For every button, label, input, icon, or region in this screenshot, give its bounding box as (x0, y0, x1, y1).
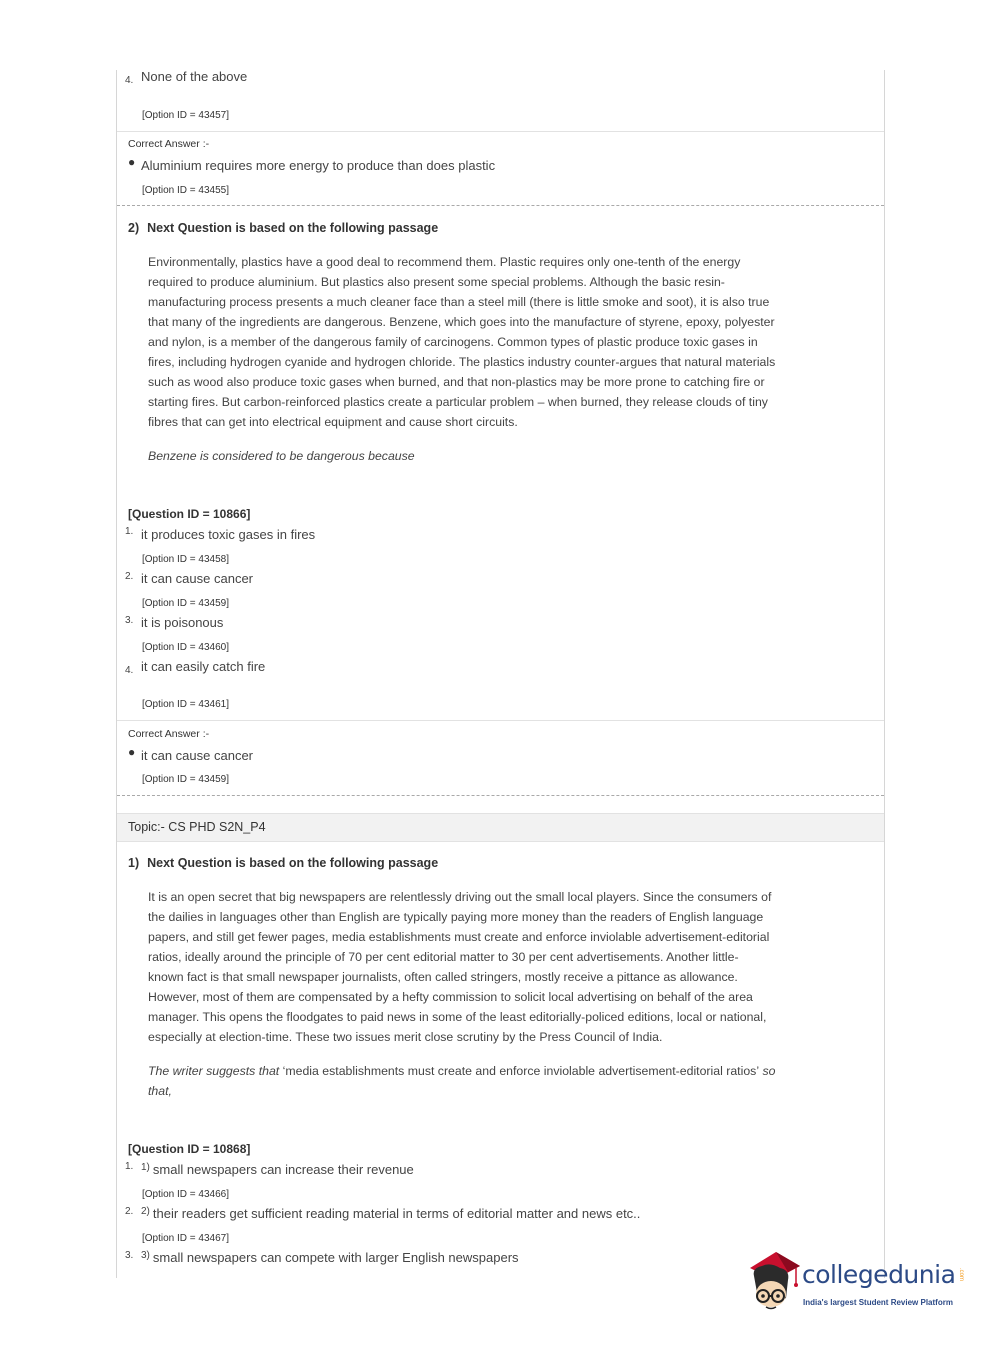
logo-wordmark: collegedunia (802, 1260, 956, 1289)
correct-answer-text: Aluminium requires more energy to produce than does plastic (141, 158, 496, 173)
passage-line: the dailies in languages other than English are typically paying more money than the readers of English language (148, 910, 764, 924)
option-text: it produces toxic gases in fires (141, 527, 316, 542)
topic-bar (117, 813, 884, 842)
correct-answer-text: it can cause cancer (141, 748, 254, 763)
question-separator (117, 795, 884, 796)
question-heading (128, 856, 438, 870)
passage-line: papers, and still get fewer pages, media establishments must create and enforce inviolable advertisement-editorial (148, 930, 770, 944)
question-number: 1) (128, 856, 140, 870)
logo-suffix: .com (958, 1268, 964, 1282)
option-number: 1. (125, 526, 134, 537)
question-separator (117, 205, 884, 206)
passage-line: It is an open secret that big newspapers are relentlessly driving out the small local players. Since the consumers of (148, 890, 772, 904)
question-id: [Question ID = 10866] (128, 507, 251, 521)
option-number: 3. (125, 615, 134, 626)
passage-line: starting fires. But carbon-reinforced plastics create a particular problem – when burned, they release clouds of tiny (148, 395, 768, 409)
option-number: 2. (125, 1206, 134, 1217)
passage-line: manufacturing process presents a much cleaner face than a steel mill (there is little smoke and soot), it is also true (148, 295, 770, 309)
option-text-body: their readers get sufficient reading material in terms of editorial matter and news etc.. (152, 1206, 641, 1221)
mascot-icon (742, 1250, 802, 1320)
option-text-body: small newspapers can compete with larger English newspapers (152, 1250, 519, 1265)
divider (117, 131, 884, 132)
option-sub-number: 3) (141, 1250, 150, 1261)
option-text (141, 1206, 640, 1221)
option-text: it can cause cancer (141, 571, 254, 586)
passage-line: Environmentally, plastics have a good deal to recommend them. Plastic requires only one-tenth of the energy (148, 255, 741, 269)
stem-part: so (759, 1064, 776, 1078)
option-text: it can easily catch fire (141, 659, 266, 674)
passage (148, 887, 838, 1047)
option-text (141, 1162, 414, 1177)
correct-answer-id: [Option ID = 43459] (142, 774, 230, 785)
passage-line: required to produce aluminium. But plastics also present some special problems. Although the basic resin- (148, 275, 725, 289)
question-number: 2) (128, 221, 140, 235)
passage-line: such as wood also produce toxic gases when burned, and that non-plastics may be more prone to catching fire or (148, 375, 765, 389)
passage-line: and nylon, is a member of the dangerous family of carcinogens. Common types of plastic produce toxic gases in (148, 335, 758, 349)
passage-line: known fact is that small newspaper journalists, often called stringers, mostly receive a pittance as allowance. (148, 970, 738, 984)
question-heading-text: Next Question is based on the following passage (147, 221, 439, 235)
option-text: it is poisonous (141, 615, 224, 630)
option-number: 4. (125, 665, 134, 676)
bullet-icon: ● (128, 745, 136, 759)
option-sub-number: 1) (141, 1162, 150, 1173)
topic-title: Topic:- CS PHD S2N_P4 (128, 820, 266, 834)
passage-line: especially at election-time. These two issues merit close scrutiny by the Press Council of India. (148, 1030, 663, 1044)
option-text (141, 1250, 519, 1265)
collegedunia-logo (742, 1250, 972, 1320)
question-stem: Benzene is considered to be dangerous because (148, 449, 415, 463)
correct-answer-label: Correct Answer :- (128, 138, 210, 150)
option-id: [Option ID = 43459] (142, 598, 230, 609)
question-id: [Question ID = 10868] (128, 1142, 251, 1156)
stem-part: The writer suggests that (148, 1064, 283, 1078)
option-text-body: small newspapers can increase their revenue (152, 1162, 414, 1177)
option-id: [Option ID = 43461] (142, 699, 230, 710)
passage-line: manager. This opens the floodgates to paid news in some of the least editorially-policed editions, local or national, (148, 1010, 767, 1024)
logo-tagline: India's largest Student Review Platform (803, 1298, 953, 1307)
question-stem (148, 1061, 838, 1101)
option-number: 4. (125, 75, 134, 86)
option-id: [Option ID = 43460] (142, 642, 230, 653)
option-id: [Option ID = 43458] (142, 554, 230, 565)
option-sub-number: 2) (141, 1206, 150, 1217)
stem-quote: ‘media establishments must create and enforce inviolable advertisement-editorial ratios’ (282, 1064, 760, 1078)
frame-left-border (116, 70, 117, 1278)
question-heading-text: Next Question is based on the following passage (147, 856, 439, 870)
correct-answer-label: Correct Answer :- (128, 728, 210, 740)
divider (117, 720, 884, 721)
option-number: 1. (125, 1161, 134, 1172)
option-id: [Option ID = 43457] (142, 110, 230, 121)
question-heading (128, 221, 438, 235)
passage-line: that many of the ingredients are dangerous. Benzene, which goes into the manufacture of styrene, epoxy, polyester (148, 315, 775, 329)
correct-answer-id: [Option ID = 43455] (142, 185, 230, 196)
option-id: [Option ID = 43467] (142, 1233, 230, 1244)
passage (148, 252, 838, 432)
passage-line: fires, including hydrogen cyanide and hydrogen chloride. The plastics industry counter-argues that natural materials (148, 355, 776, 369)
option-number: 3. (125, 1250, 134, 1261)
stem-line: that, (148, 1084, 172, 1098)
option-number: 2. (125, 571, 134, 582)
passage-line: However, most of them are compensated by a hefty commission to solicit local advertising on behalf of the area (148, 990, 753, 1004)
passage-line: fibres that can get into electrical equipment and cause short circuits. (148, 415, 518, 429)
passage-line: ratios, ideally around the principle of 70 per cent editorial matter to 30 per cent advertisements. Another little- (148, 950, 739, 964)
bullet-icon: ● (128, 155, 136, 169)
option-text: None of the above (141, 69, 248, 84)
frame-right-border (884, 70, 885, 1278)
option-id: [Option ID = 43466] (142, 1189, 230, 1200)
